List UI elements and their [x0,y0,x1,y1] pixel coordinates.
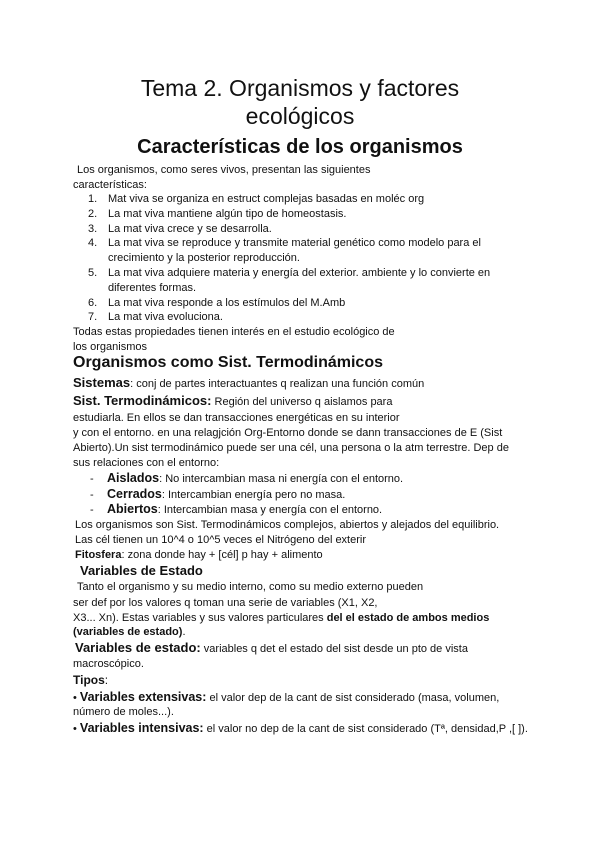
list-item: - Abiertos: Intercambian masa y energía con el entorno. [90,502,383,516]
sist-termo-line-5: sus relaciones con el entorno: [73,457,220,469]
extensive-line-2: número de moles...). [73,706,174,718]
sistemas-term: Sistemas [73,375,131,390]
sist-termo-line-4: Abierto).Un sist termodinámico puede ser una cél, una persona o la atm terrestre. Dep de [73,442,509,454]
sistemas-definition: Sistemas: conj de partes interactuantes q realizan una función común [73,375,425,390]
characteristics-list [88,192,508,325]
intensive-term: Variables intensivas: [79,721,204,735]
section-heading-thermodynamic: Organismos como Sist. Termodinámicos [73,354,383,371]
fitosfera-term: Fitosfera [75,549,122,561]
extensive-line-1: • Variables extensivas: el valor dep de la cant de sist considerado (masa, volumen, [73,690,500,704]
extensive-term: Variables extensivas: [79,690,207,704]
list-item: 4. La mat viva se reproduce y transmite material genético como modelo para el crecimiento y la posterior reproducción. [88,237,481,265]
sist-termo-line-1: Sist. Termodinámicos: Región del universo q aislamos para [73,393,393,408]
sist-termo-line-2: estudiarla. En ellos se dan transacciones energéticas en su interior [73,412,400,424]
state-para-line-1: Tanto el organismo y su medio interno, como su medio externo pueden [77,581,424,593]
list-item: - Aislados: No intercambian masa ni energía con el entorno. [90,471,404,485]
title-line-2: ecológicos [245,103,355,129]
all-props-line-2: los organismos [73,341,147,353]
system-types-list [90,471,403,518]
state-para-line-3: X3... Xn). Estas variables y sus valores particulares del el estado de ambos medios [73,612,490,624]
title-line-1: Tema 2. Organismos y factores [140,75,460,101]
tipos-label: Tipos: [73,673,109,687]
list-item: 3. La mat viva crece y se desarrolla. [88,222,272,235]
state-para-line-4: (variables de estado). [73,626,186,638]
section-heading-state-variables: Variables de Estado [80,563,203,578]
list-item: 6. La mat viva responde a los estímulos del M.Amb [88,296,346,309]
state-vars-line-2: macroscópico. [73,658,144,670]
section-heading-characteristics: Características de los organismos [137,136,463,158]
list-item: 1. Mat viva se organiza en estruct complejas basadas en moléc org [88,193,425,205]
state-vars-definition: Variables de estado: variables q det el estado del sist desde un pto de vista [75,640,468,655]
sist-termo-term: Sist. Termodinámicos: [73,393,212,408]
list-item: - Cerrados: Intercambian energía pero no masa. [90,486,346,501]
page-title [60,74,540,130]
sist-termo-line-3: y con el entorno. en una relagjción Org-Entorno donde se dann transacciones de E (Sist [73,427,503,439]
organisms-complex-text: Los organismos son Sist. Termodinámicos complejos, abiertos y alejados del equilibrio. [75,519,500,531]
list-item: 7. La mat viva evoluciona. [88,311,223,324]
fitosfera-definition: Fitosfera: zona donde hay + [cél] p hay + alimento [75,549,323,561]
all-props-line-1: Todas estas propiedades tienen interés en el estudio ecológico de [73,326,395,338]
intensive-line-1: • Variables intensivas: el valor no dep de la cant de sist considerado (Tª, densidad,P ,[ ]). [73,721,528,735]
state-vars-term: Variables de estado: [75,640,201,655]
state-para-line-2: ser def por los valores q toman una serie de variables (X1, X2, [73,597,378,609]
list-item: 5. La mat viva adquiere materia y energía del exterior. ambiente y lo convierte en diferentes formas. [88,266,491,294]
list-item: 2. La mat viva mantiene algún tipo de homeostasis. [88,207,347,220]
intro-line-1: Los organismos, como seres vivos, presentan las siguientes [77,164,371,176]
intro-line-2: características: [73,179,147,191]
cells-nitrogen-text: Las cél tienen un 10^4 o 10^5 veces el Nitrógeno del exterir [75,534,367,546]
